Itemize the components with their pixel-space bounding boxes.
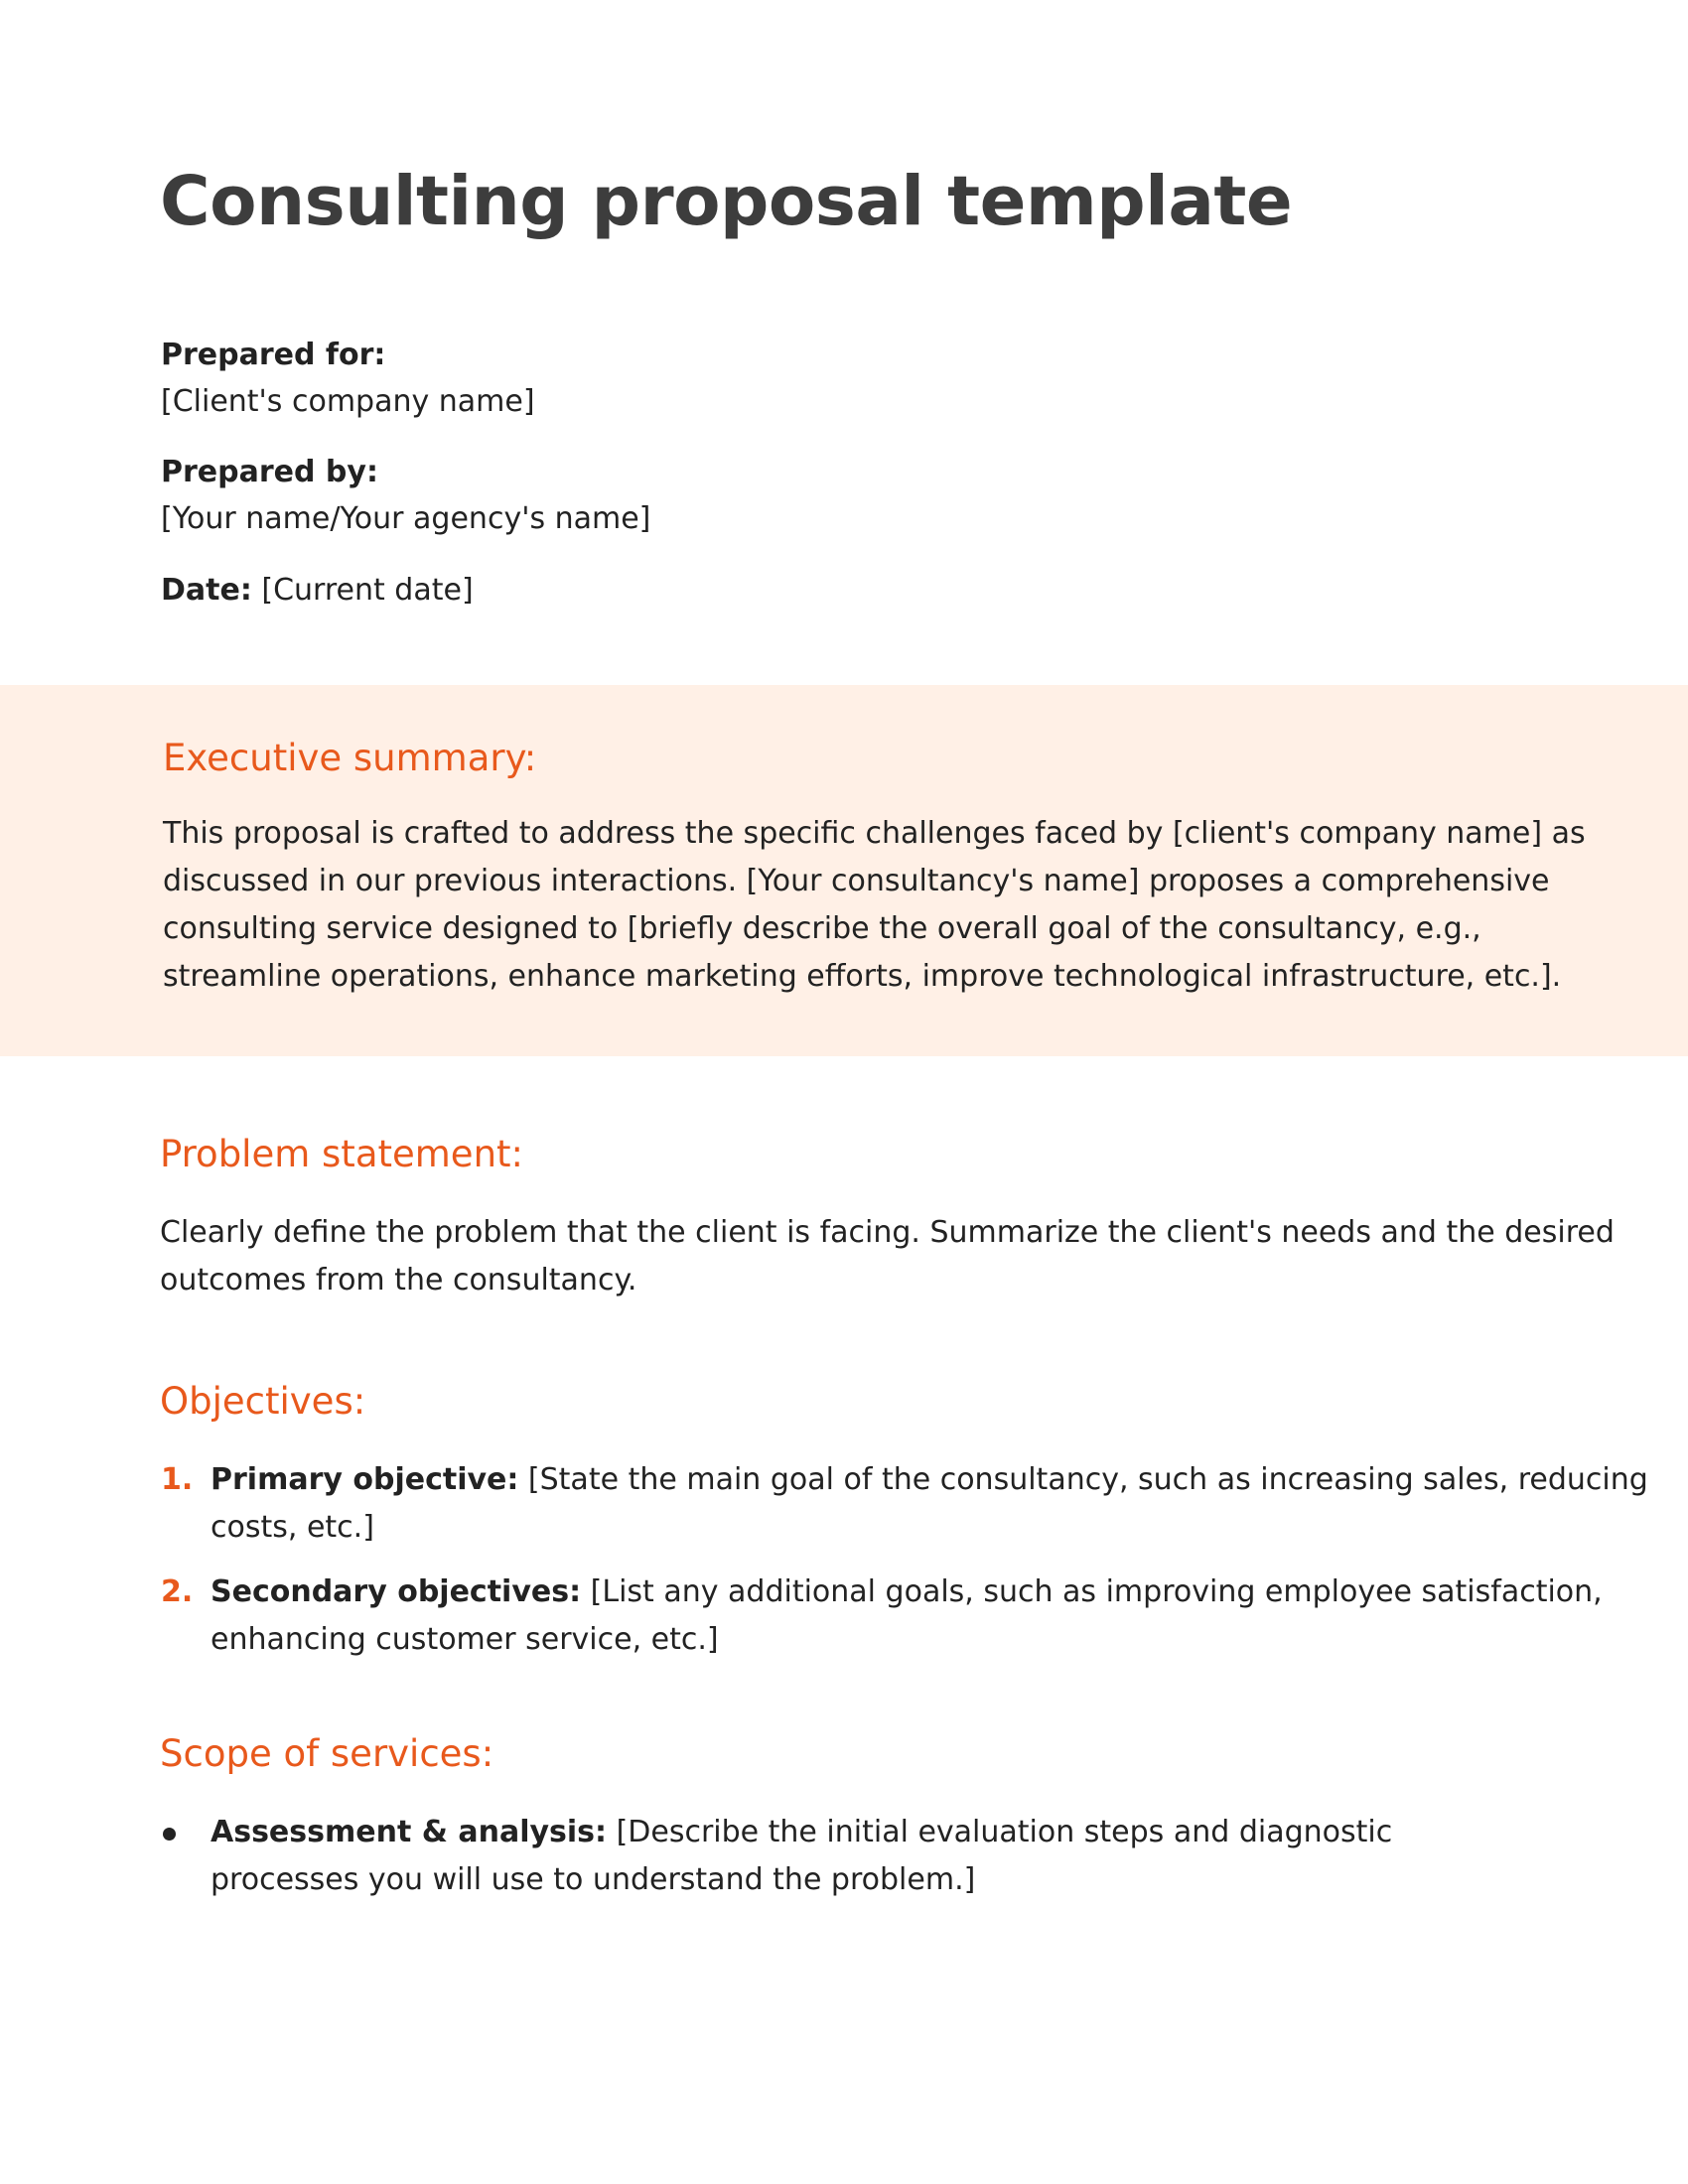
prepared-by-value: [Your name/Your agency's name] (161, 501, 651, 536)
date-line (161, 573, 474, 608)
scope-item (161, 1809, 1571, 1904)
objective-item (161, 1456, 1648, 1552)
objective-label: Primary objective: (211, 1462, 519, 1497)
list-number: 1. (161, 1462, 194, 1497)
page-title: Consulting proposal template (160, 162, 1293, 241)
list-number: 2. (161, 1574, 194, 1609)
problem-statement-line: Clearly define the problem that the client is facing. Summarize the client's needs and the desired (160, 1215, 1615, 1250)
scope-description: [Describe the initial evaluation steps and diagnostic (607, 1815, 1393, 1849)
objective-label: Secondary objectives: (211, 1574, 582, 1609)
scope-of-services-heading: Scope of services: (160, 1732, 494, 1775)
scope-text (211, 1809, 1392, 1904)
scope-description-cont: processes you will use to understand the problem.] (211, 1862, 976, 1897)
executive-summary-line: discussed in our previous interactions. [Your consultancy's name] proposes a comprehensive (163, 864, 1550, 898)
bullet-icon (163, 1828, 176, 1841)
objective-text (211, 1569, 1603, 1664)
objective-description-cont: enhancing customer service, etc.] (211, 1622, 719, 1657)
objective-description: [State the main goal of the consultancy, such as increasing sales, reducing (518, 1462, 1648, 1497)
executive-summary-line: This proposal is crafted to address the specific challenges faced by [client's company name] as (163, 816, 1586, 851)
scope-label: Assessment & analysis: (211, 1815, 608, 1849)
objective-description: [List any additional goals, such as improving employee satisfaction, (581, 1574, 1603, 1609)
executive-summary-line: streamline operations, enhance marketing efforts, improve technological infrastructure, etc.]. (163, 959, 1562, 994)
prepared-by-label: Prepared by: (161, 455, 378, 489)
executive-summary-line: consulting service designed to [briefly describe the overall goal of the consultancy, e.g., (163, 911, 1481, 946)
problem-statement-line: outcomes from the consultancy. (160, 1263, 637, 1297)
objective-text (211, 1456, 1648, 1552)
objective-description-cont: costs, etc.] (211, 1510, 374, 1545)
problem-statement-heading: Problem statement: (160, 1133, 523, 1175)
executive-summary-heading: Executive summary: (163, 737, 537, 779)
date-value: [Current date] (261, 573, 474, 608)
objectives-heading: Objectives: (160, 1380, 366, 1423)
objective-item (161, 1569, 1603, 1664)
date-label: Date: (161, 573, 252, 608)
prepared-for-label: Prepared for: (161, 338, 386, 372)
prepared-for-value: [Client's company name] (161, 384, 535, 419)
